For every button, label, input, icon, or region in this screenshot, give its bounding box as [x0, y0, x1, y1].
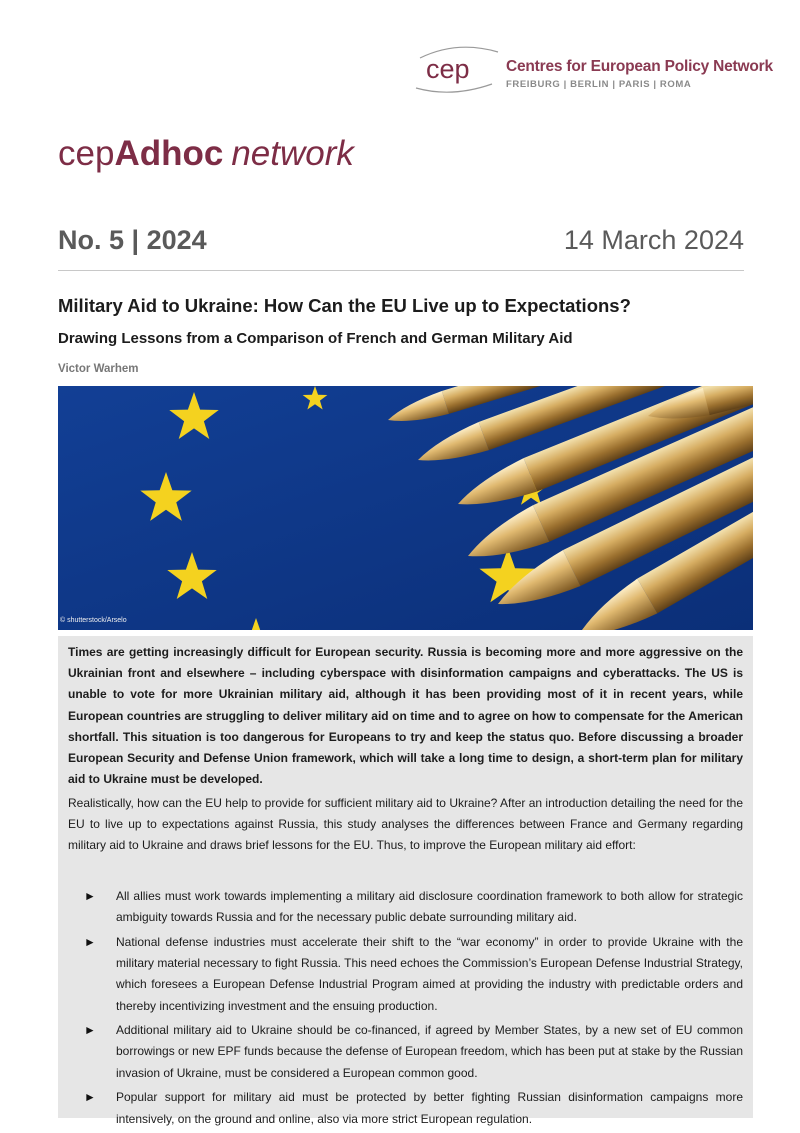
divider — [58, 270, 744, 271]
series-bold: Adhoc — [114, 134, 224, 173]
summary-paragraph: Realistically, how can the EU help to provide for sufficient military aid to Ukraine? After an introduction detailing the need for the EU to live up to expectations against Russia, this study analyses the differences between France and Germany regarding military aid to Ukraine and draws brief lessons for the EU. Thus, to improve the European military aid effort: — [68, 796, 743, 853]
list-item — [68, 932, 743, 1017]
eu-flag-bullets-illustration — [58, 386, 753, 630]
bullet-arrow-icon: ► — [84, 1090, 96, 1105]
hero-image — [58, 386, 753, 630]
series-title — [58, 134, 354, 174]
summary-box — [58, 636, 753, 1126]
org-cities: FREIBURG | BERLIN | PARIS | ROMA — [506, 79, 692, 90]
list-item — [68, 886, 743, 928]
issue-row — [58, 225, 744, 265]
bullet-arrow-icon: ► — [84, 889, 96, 903]
issue-number: No. 5 | 2024 — [58, 225, 207, 255]
list-item-text: All allies must work towards implementing a military aid disclosure coordination framework to both allow for strategic ambiguity towards Russia and for the necessary public debate surrounding military aid. — [116, 889, 743, 925]
list-item — [68, 1020, 743, 1084]
list-item-text: Additional military aid to Ukraine should be co-financed, if agreed by Member States, by a new set of EU common borrowings or new EPF funds because the defense of European freedom, which has been put at stake by the Russian invasion of Ukraine, must be considered a European common good. — [116, 1023, 743, 1080]
author-name: Victor Warhem — [58, 363, 139, 375]
org-name: Centres for European Policy Network — [506, 58, 773, 75]
series-prefix: cep — [58, 134, 115, 173]
issue-date: 14 March 2024 — [563, 225, 744, 255]
cep-logo — [412, 44, 773, 96]
summary-lead-paragraph: Times are getting increasingly difficult for European security. Russia is becoming more and more aggressive on the Ukrainian front and elsewhere – including cyberspace with disinformation campaigns and cyberattacks. The US is unable to vote for more Ukrainian military aid, although it has been providing most of it in recent years, while European countries are struggling to deliver military aid on time and to agree on how to compensate for the American shortfall. This situation is too dangerous for Europeans to try and keep the status quo. Before discussing a broader European Security and Defense Union framework, which will take a long time to design, a short-term plan for military aid to Ukraine must be developed. — [68, 645, 743, 787]
recommendations-list — [68, 886, 743, 1133]
list-item-text: National defense industries must accelerate their shift to the “war economy” in order to provide Ukraine with the military material necessary to fight Russia. This need echoes the Commission’s European Defense Industrial Strategy, which foresees a European Defense Industrial Program aimed at providing the industry with predictable orders and thereby incentivizing investment and the ensuing production. — [116, 934, 743, 1013]
series-suffix: network — [231, 134, 354, 173]
list-item — [68, 1087, 743, 1129]
list-item-text: Popular support for military aid must be protected by better fighting Russian disinformation campaigns more intensively, on the ground and online, also via more strict European regulation. — [116, 1090, 743, 1126]
page-subtitle: Drawing Lessons from a Comparison of French and German Military Aid — [58, 330, 573, 347]
logo-wordmark: cep — [426, 54, 470, 84]
bullet-arrow-icon: ► — [84, 934, 96, 949]
page-title: Military Aid to Ukraine: How Can the EU Live up to Expectations? — [58, 295, 631, 316]
cep-logo-mark — [412, 44, 502, 94]
image-credit: © shutterstock/Arselo — [60, 617, 127, 624]
bullet-arrow-icon: ► — [84, 1023, 96, 1038]
